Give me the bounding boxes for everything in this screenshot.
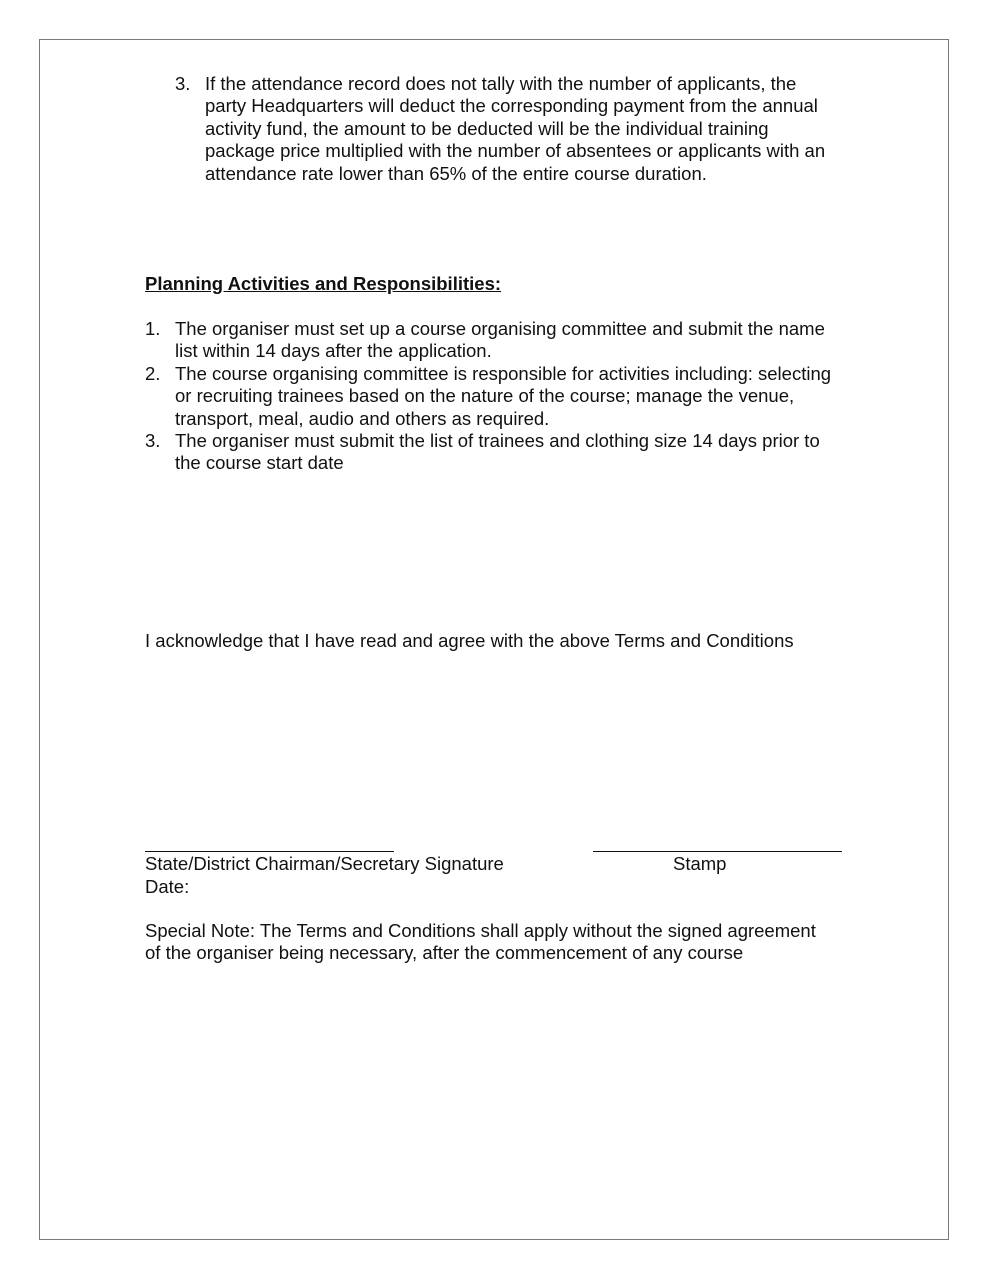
stamp-label: Stamp (673, 853, 727, 874)
list-item-text: The course organising committee is responsible for activities including: selecting or recruiting trainees based on the nature of the course; manage the venue, transport, meal, audio and others as required. (175, 362, 832, 429)
section-heading: Planning Activities and Responsibilities: (145, 273, 502, 294)
list-item (145, 318, 850, 363)
list-item-text: The organiser must submit the list of trainees and clothing size 14 days prior to the course start date (175, 430, 820, 474)
list-item-number: 2. (145, 362, 161, 384)
list-item-text: If the attendance record does not tally with the number of applicants, the party Headquarters will deduct the corresponding payment from the annual activity fund, the amount to be deducted will be the individual training package price multiplied with the number of absentees or applicants with an attendance rate lower than 65% of the entire course duration. (205, 73, 826, 184)
acknowledgement-text: I acknowledge that I have read and agree with the above Terms and Conditions (145, 630, 794, 651)
date-label: Date: (145, 876, 190, 897)
signature-label: State/District Chairman/Secretary Signature (145, 853, 504, 874)
list-item-number: 3. (175, 73, 191, 94)
stamp-line (593, 851, 842, 852)
list-item (175, 73, 840, 185)
list-item-text: The organiser must set up a course organising committee and submit the name list within 14 days after the application. (175, 318, 825, 362)
special-note: Special Note: The Terms and Conditions shall apply without the signed agreement of the organiser being necessary, after the commencement of any course (145, 920, 816, 964)
continued-list (175, 73, 840, 185)
list-item (145, 430, 850, 475)
signature-line (145, 851, 394, 852)
planning-list (145, 318, 850, 475)
list-item (145, 363, 850, 430)
list-item-number: 3. (145, 430, 161, 452)
list-item-number: 1. (145, 318, 161, 339)
